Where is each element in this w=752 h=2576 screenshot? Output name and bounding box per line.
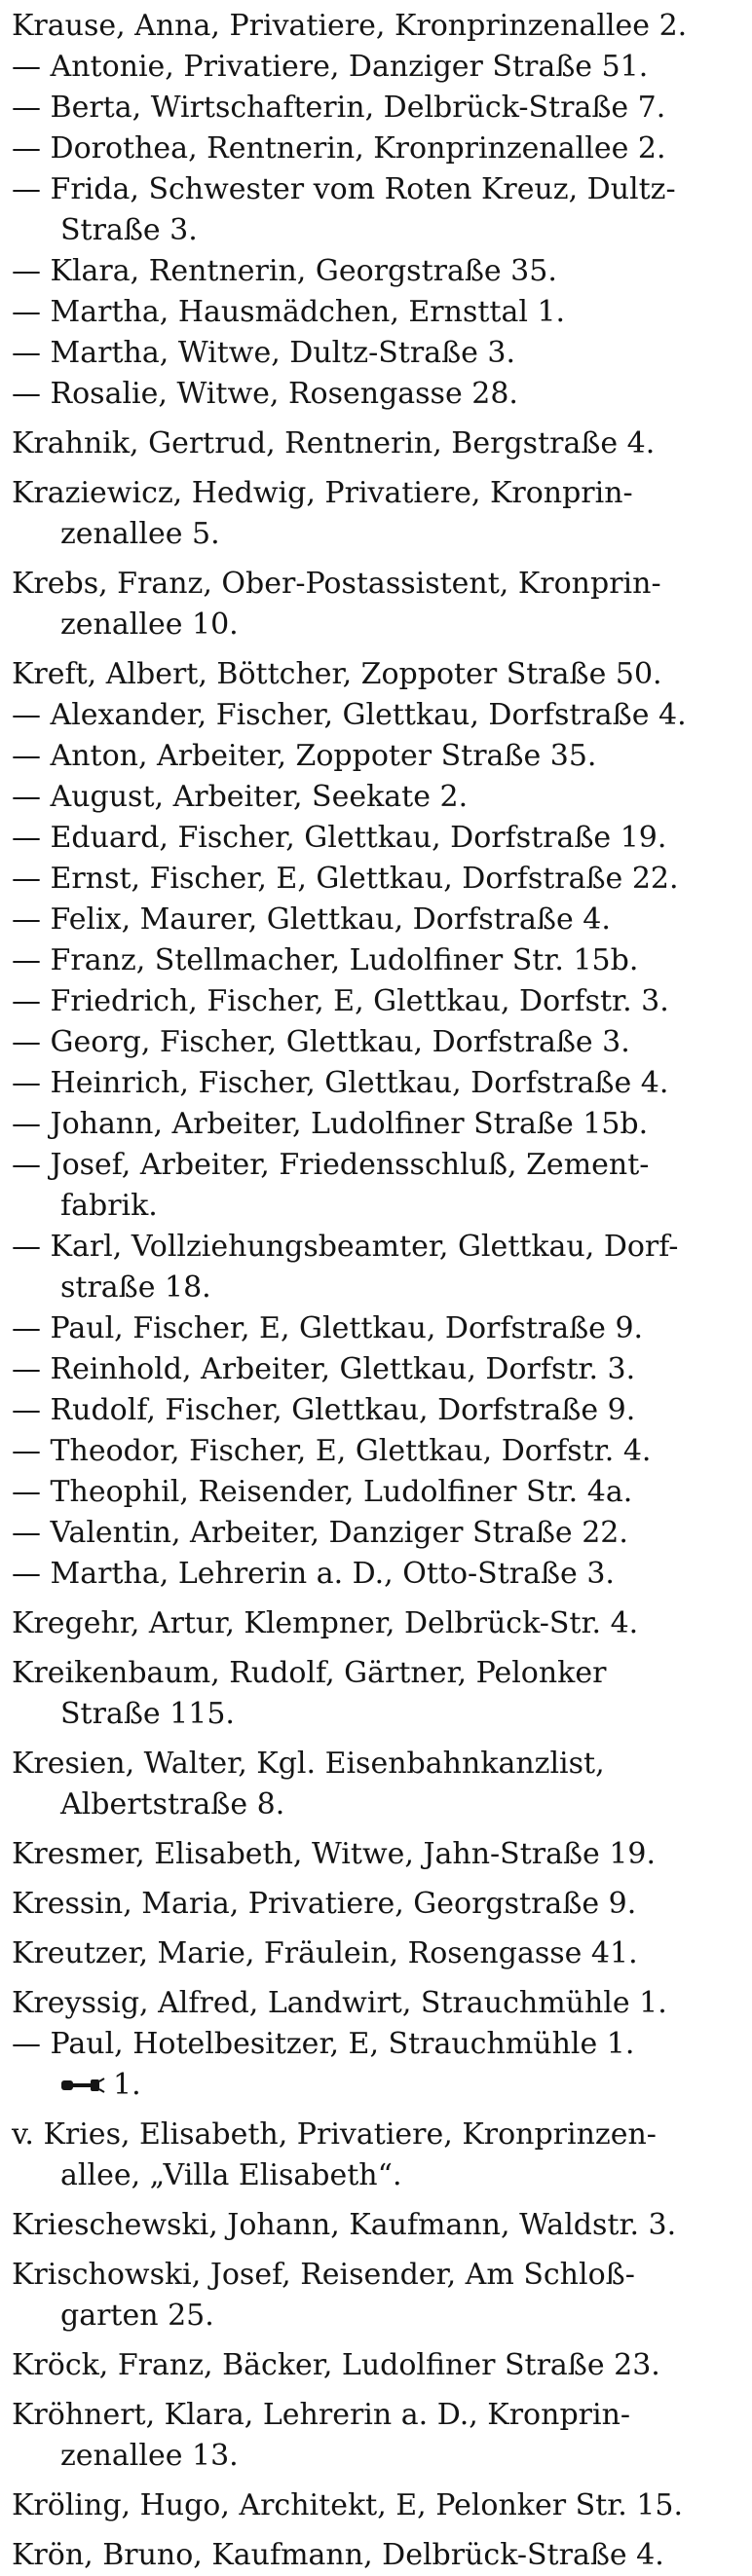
directory-sub-entry bbox=[12, 333, 740, 374]
entry-line: — Rosalie, Witwe, Rosengasse 28. bbox=[12, 377, 518, 411]
directory-entry bbox=[12, 2205, 740, 2246]
entry-line: — Paul, Hotelbesitzer, E, Strauchmühle 1. bbox=[12, 2027, 635, 2061]
entry-line: — Franz, Stellmacher, Ludolfiner Str. 15b. bbox=[12, 943, 639, 977]
entry-line: v. Kries, Elisabeth, Privatiere, Kronprinzen- bbox=[12, 2117, 657, 2152]
directory-sub-entry bbox=[12, 1390, 740, 1431]
entry-line: Kröck, Franz, Bäcker, Ludolfiner Straße 23. bbox=[12, 2348, 660, 2382]
entry-line: Kreutzer, Marie, Fräulein, Rosengasse 41. bbox=[12, 1936, 638, 1970]
directory-entry bbox=[12, 2345, 740, 2386]
directory-entry bbox=[12, 423, 740, 464]
directory-sub-entry bbox=[12, 1145, 740, 1227]
entry-line: — Johann, Arbeiter, Ludolfiner Straße 15b. bbox=[12, 1107, 649, 1141]
entry-line: Kressin, Maria, Privatiere, Georgstraße 9. bbox=[12, 1887, 637, 1921]
entry-continuation-line: zenallee 10. bbox=[60, 607, 239, 642]
directory-sub-entry bbox=[12, 1308, 740, 1349]
directory-entry bbox=[12, 1983, 740, 2024]
directory-sub-entry bbox=[12, 695, 740, 736]
directory-sub-entry bbox=[12, 736, 740, 777]
entry-line: — Friedrich, Fischer, E, Glettkau, Dorfstr. 3. bbox=[12, 984, 669, 1018]
directory-sub-entry bbox=[12, 1554, 740, 1595]
directory-sub-entry bbox=[12, 1472, 740, 1513]
entry-line: — Rudolf, Fischer, Glettkau, Dorfstraße 9. bbox=[12, 1393, 636, 1427]
entry-line: Krause, Anna, Privatiere, Kronprinzenallee 2. bbox=[12, 9, 688, 43]
directory-sub-entry bbox=[12, 251, 740, 292]
entry-line: — Paul, Fischer, E, Glettkau, Dorfstraße 9. bbox=[12, 1311, 644, 1345]
entry-line: — Anton, Arbeiter, Zoppoter Straße 35. bbox=[12, 739, 597, 773]
directory-entry bbox=[12, 6, 740, 47]
directory-sub-entry bbox=[12, 1513, 740, 1554]
directory-entry bbox=[12, 1834, 740, 1875]
directory-sub-entry bbox=[12, 1104, 740, 1145]
entry-line: — Karl, Vollziehungsbeamter, Glettkau, Dorf- bbox=[12, 1230, 679, 1264]
entry-continuation-line: Straße 3. bbox=[60, 213, 198, 247]
directory-entry bbox=[12, 1933, 740, 1974]
directory-sub-entry bbox=[12, 777, 740, 818]
directory-entry bbox=[12, 2255, 740, 2337]
entry-line: — Martha, Hausmädchen, Ernsttal 1. bbox=[12, 295, 566, 329]
directory-sub-entry bbox=[12, 2024, 740, 2106]
entry-continuation-line: allee, „Villa Elisabeth“. bbox=[60, 2158, 402, 2192]
directory-sub-entry bbox=[12, 1227, 740, 1308]
entry-line: — Antonie, Privatiere, Danziger Straße 51. bbox=[12, 50, 649, 84]
entry-line: — August, Arbeiter, Seekate 2. bbox=[12, 780, 469, 814]
entry-line: — Reinhold, Arbeiter, Glettkau, Dorfstr. 3. bbox=[12, 1352, 636, 1386]
directory-sub-entry bbox=[12, 88, 740, 129]
directory-entry bbox=[12, 2485, 740, 2526]
telephone-icon bbox=[60, 2076, 105, 2095]
directory-sub-entry bbox=[12, 818, 740, 859]
entry-line: Kregehr, Artur, Klempner, Delbrück-Str. 4. bbox=[12, 1606, 639, 1640]
entry-line: — Klara, Rentnerin, Georgstraße 35. bbox=[12, 254, 557, 288]
directory-entry bbox=[12, 1884, 740, 1925]
entry-continuation-line: garten 25. bbox=[60, 2299, 214, 2333]
directory-sub-entry bbox=[12, 1349, 740, 1390]
entry-line: Krahnik, Gertrud, Rentnerin, Bergstraße 4. bbox=[12, 426, 656, 460]
entry-line: Kresmer, Elisabeth, Witwe, Jahn-Straße 19. bbox=[12, 1837, 657, 1871]
directory-sub-entry bbox=[12, 292, 740, 333]
entry-line: Krebs, Franz, Ober-Postassistent, Kronprin- bbox=[12, 567, 661, 601]
entry-continuation-line: Straße 115. bbox=[60, 1697, 235, 1731]
entry-line: Krischowski, Josef, Reisender, Am Schloß- bbox=[12, 2258, 635, 2292]
directory-entry bbox=[12, 2115, 740, 2196]
directory-sub-entry bbox=[12, 859, 740, 900]
entry-line: — Ernst, Fischer, E, Glettkau, Dorfstraße 22. bbox=[12, 862, 679, 896]
entry-line: Kröling, Hugo, Architekt, E, Pelonker Str. 15. bbox=[12, 2488, 684, 2522]
directory-entry bbox=[12, 1603, 740, 1644]
directory-entry bbox=[12, 2535, 740, 2576]
entry-line: — Georg, Fischer, Glettkau, Dorfstraße 3. bbox=[12, 1025, 630, 1059]
entry-continuation-line: straße 18. bbox=[60, 1270, 211, 1305]
directory-sub-entry bbox=[12, 981, 740, 1022]
directory-entry bbox=[12, 1653, 740, 1735]
entry-line: — Josef, Arbeiter, Friedensschluß, Zement- bbox=[12, 1148, 650, 1182]
directory-sub-entry bbox=[12, 129, 740, 169]
directory-entry bbox=[12, 564, 740, 645]
entry-line: Kröhnert, Klara, Lehrerin a. D., Kronprin- bbox=[12, 2398, 631, 2432]
phone-number: 1. bbox=[113, 2068, 141, 2102]
directory-entry bbox=[12, 2395, 740, 2477]
directory-sub-entry bbox=[12, 900, 740, 940]
directory-entry bbox=[12, 473, 740, 555]
entry-line: — Felix, Maurer, Glettkau, Dorfstraße 4. bbox=[12, 902, 611, 937]
directory-sub-entry bbox=[12, 940, 740, 981]
directory-sub-entry bbox=[12, 169, 740, 251]
phone-line bbox=[12, 2065, 740, 2106]
entry-line: — Valentin, Arbeiter, Danziger Straße 22. bbox=[12, 1516, 628, 1550]
entry-line: — Alexander, Fischer, Glettkau, Dorfstraße 4. bbox=[12, 698, 687, 732]
directory-sub-entry bbox=[12, 1063, 740, 1104]
entry-continuation-line: fabrik. bbox=[60, 1189, 158, 1223]
entry-line: — Martha, Witwe, Dultz-Straße 3. bbox=[12, 336, 516, 370]
directory-sub-entry bbox=[12, 1431, 740, 1472]
entry-continuation-line: zenallee 5. bbox=[60, 517, 220, 551]
directory-sub-entry bbox=[12, 1022, 740, 1063]
entry-line: — Berta, Wirtschafterin, Delbrück-Straße 7. bbox=[12, 91, 666, 125]
entry-line: Kreyssig, Alfred, Landwirt, Strauchmühle 1. bbox=[12, 1986, 667, 2020]
entry-line: — Theodor, Fischer, E, Glettkau, Dorfstr. 4. bbox=[12, 1434, 652, 1468]
entry-line: — Frida, Schwester vom Roten Kreuz, Dultz- bbox=[12, 172, 676, 206]
entry-line: — Heinrich, Fischer, Glettkau, Dorfstraße 4. bbox=[12, 1066, 669, 1100]
directory-sub-entry bbox=[12, 47, 740, 88]
entry-line: Krieschewski, Johann, Kaufmann, Waldstr. 3. bbox=[12, 2208, 677, 2242]
entry-line: — Martha, Lehrerin a. D., Otto-Straße 3. bbox=[12, 1557, 615, 1591]
directory-entry bbox=[12, 1744, 740, 1825]
entry-line: Kresien, Walter, Kgl. Eisenbahnkanzlist, bbox=[12, 1747, 605, 1781]
entry-line: — Eduard, Fischer, Glettkau, Dorfstraße 19. bbox=[12, 821, 667, 855]
directory-sub-entry bbox=[12, 374, 740, 415]
entry-line: — Dorothea, Rentnerin, Kronprinzenallee 2. bbox=[12, 131, 666, 166]
entry-line: Kreft, Albert, Böttcher, Zoppoter Straße 50. bbox=[12, 657, 662, 691]
entry-continuation-line: Albertstraße 8. bbox=[60, 1787, 285, 1822]
entry-line: — Theophil, Reisender, Ludolfiner Str. 4a. bbox=[12, 1475, 633, 1509]
directory-entry bbox=[12, 654, 740, 695]
entry-line: Krön, Bruno, Kaufmann, Delbrück-Straße 4. bbox=[12, 2538, 664, 2572]
entry-continuation-line: zenallee 13. bbox=[60, 2439, 239, 2473]
entry-line: Kreikenbaum, Rudolf, Gärtner, Pelonker bbox=[12, 1656, 607, 1690]
entry-line: Kraziewicz, Hedwig, Privatiere, Kronprin- bbox=[12, 476, 633, 510]
